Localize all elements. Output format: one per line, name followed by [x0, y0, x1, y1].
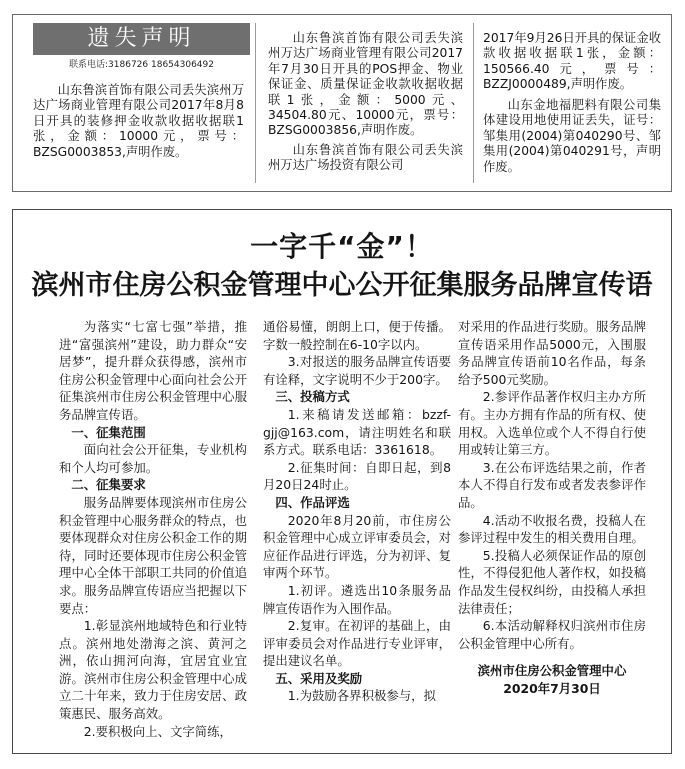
- lost-notice-2: 山东鲁滨首饰有限公司丢失滨州万达广场商业管理有限公司2017年7月30日开具的POS押金、物业保证金、质量保证金收款收据收据联1张，金额：5000元、34504.80元、10000元，票号：BZSG0003856,声明作废。: [268, 31, 463, 138]
- lost-notice-3: 山东鲁滨首饰有限公司丢失滨州万达广场投资有限公司: [268, 143, 463, 173]
- article-paragraph: 面向社会公开征集，专业机构和个人均可参加。: [59, 442, 247, 475]
- article-paragraph: 2020年8月20前，市住房公积金管理中心成立评审委员会，对应征作品进行评选，分为初评、复审两个环节。: [263, 512, 451, 581]
- section-heading: 五、采用及奖励: [275, 670, 363, 686]
- lost-notice-phone: 联系电话:3186726 18654306492: [69, 60, 214, 70]
- section-heading: 二、征集要求: [71, 477, 146, 493]
- article-paragraph: 3.对报送的服务品牌宣传语要有诠释，文字说明不少于200字。: [263, 354, 451, 387]
- lost-notice-3-continued: 2017年9月26日开具的保证金收款收据收据联1张，金额：150566.40元，票号：BZZJ0000489,声明作废。: [483, 31, 661, 92]
- article-paragraph: 1.初评。遴选出10条服务品牌宣传语作为入围作品。: [263, 582, 451, 616]
- lost-notice-title: 遗失声明: [33, 23, 250, 55]
- headline-slogan: 一字千“金”！: [250, 230, 434, 263]
- article-paragraph: 为落实“七富七强”举措，推进“富强滨州”建设，助力群众“安居梦”，提升群众获得感，滨州市住房公积金管理中心面向社会公开征集滨州市住房公积金管理中心服务品牌宣传语。: [59, 319, 247, 422]
- article-column-1: [59, 318, 247, 740]
- article-paragraph: 6.本活动解释权归滨州市住房公积金管理中心所有。: [458, 618, 646, 651]
- article-column-3: [458, 318, 646, 697]
- lost-notices-box: [12, 14, 672, 192]
- article-paragraph: 2.征集时间：自即日起，到8月20日24时止。: [263, 459, 451, 493]
- signature-date: 2020年7月30日: [503, 680, 601, 696]
- article-paragraph: 通俗易懂，朗朗上口，便于传播。字数一般控制在6-10字以内。: [263, 319, 451, 352]
- article-paragraph: 对采用的作品进行奖励。服务品牌宣传语采用作品5000元，入围服务品牌宣传语前10名作品，每条给予500元奖励。: [458, 319, 646, 387]
- article-paragraph: 2.要积极向上、文字简练，: [83, 723, 232, 739]
- column-divider: [255, 23, 256, 183]
- announcement-box: [12, 209, 672, 754]
- lost-notice-4: 山东金地福肥料有限公司集体建设用地使用证丢失，证号：邹集用(2004)第040290号、邹集用(2004)第040291号，声明作废。: [483, 98, 661, 174]
- article-paragraph: 5.投稿人必须保证作品的原创性，不得侵犯他人著作权，如投稿作品发生侵权纠纷，由投稿人承担法律责任；: [458, 547, 646, 616]
- article-paragraph: 4.活动不收报名费，投稿人在参评过程中发生的相关费用自理。: [458, 512, 646, 546]
- article-paragraph: 2.复审。在初评的基础上，由评审委员会对作品进行专业评审，提出建议名单。: [263, 618, 451, 669]
- signature-organization: 滨州市住房公积金管理中心: [477, 663, 627, 679]
- signature-spacer: [458, 652, 646, 662]
- article-paragraph: 2.参评作品著作权归主办方所有。主办方拥有作品的所有权、使用权。入选单位或个人不得自行使用或转让第三方。: [458, 389, 646, 458]
- article-column-2: [263, 318, 451, 705]
- section-heading: 一、征集范围: [71, 424, 146, 440]
- section-heading: 三、投稿方式: [275, 389, 350, 405]
- headline-title: 滨州市住房公积金管理中心公开征集服务品牌宣传语: [31, 270, 653, 301]
- article-paragraph: 1.来稿请发送邮箱：bzzf-gjj@163.com，请注明姓名和联系方式。联系电话：3361618。: [263, 406, 451, 458]
- article-paragraph: 3.在公布评选结果之前，作者本人不得自行发布或者发表参评作品。: [458, 459, 646, 510]
- section-heading: 四、作品评选: [275, 494, 350, 510]
- article-paragraph: 服务品牌要体现滨州市住房公积金管理中心服务群众的特点，也要体现群众对住房公积金工作的期待，同时还要体现市住房公积金管理中心全体干部职工共同的价值追求。服务品牌宣传语应当把握以下要点：: [59, 494, 247, 616]
- lost-notice-header: [33, 23, 250, 70]
- article-paragraph: 1.彰显滨州地域特色和行业特点。滨州地处渤海之滨、黄河之洲，依山拥河向海，宜居宜业宜游。滨州市住房公积金管理中心成立二十年来，致力于住房安居、政策惠民、服务高效。: [59, 618, 247, 722]
- article-paragraph: 1.为鼓励各界积极参与，拟: [287, 688, 436, 704]
- lost-notice-1: 山东鲁滨首饰有限公司丢失滨州万达广场商业管理有限公司2017年8月8日开具的装修押金收款收据收据联1张，金额：10000元，票号：BZSG0003853,声明作废。: [33, 83, 244, 159]
- column-divider: [473, 23, 474, 183]
